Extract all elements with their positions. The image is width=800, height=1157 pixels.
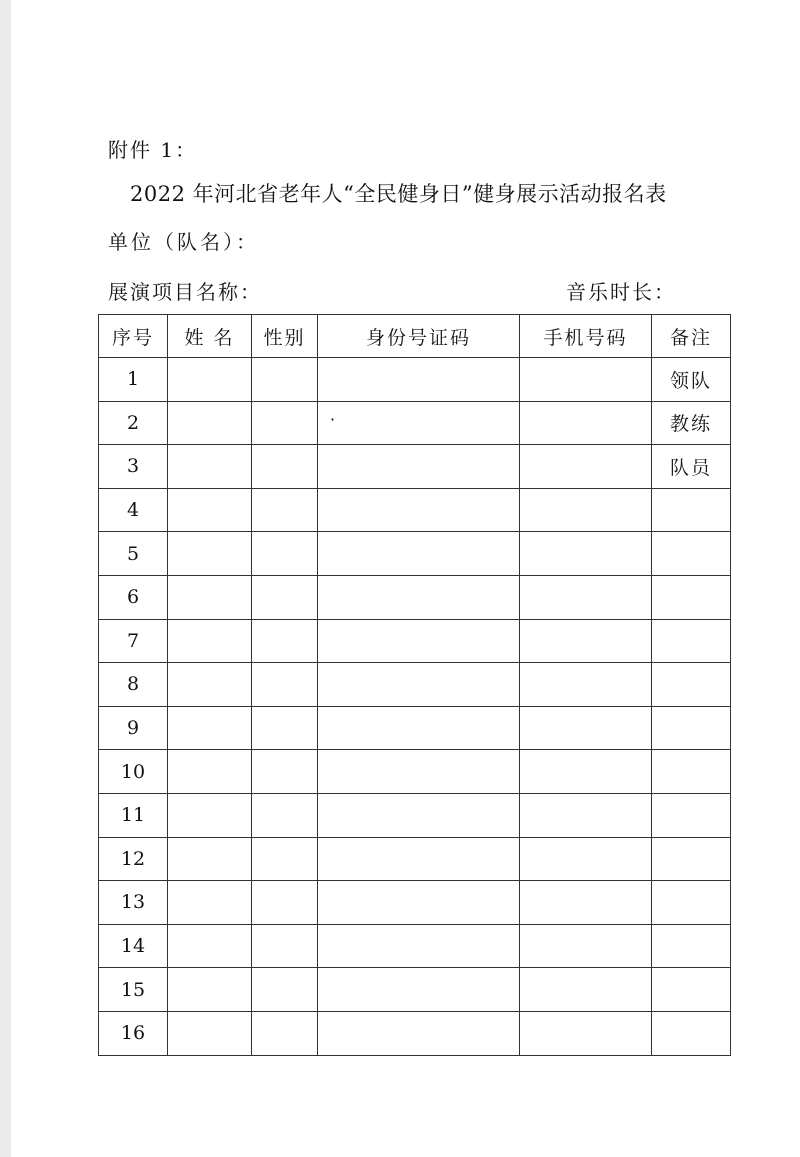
cell-number: 3	[99, 445, 168, 489]
table-row	[99, 401, 731, 445]
cell-remark	[652, 663, 731, 707]
cell-name[interactable]	[168, 837, 252, 881]
cell-gender[interactable]	[252, 750, 318, 794]
unit-label: 单位（队名）：	[108, 230, 259, 254]
table-row	[99, 575, 731, 619]
cell-phone[interactable]	[520, 881, 652, 925]
table-row	[99, 358, 731, 402]
column-header-id-number: 身份号证码	[318, 315, 520, 358]
cell-name[interactable]	[168, 488, 252, 532]
cell-phone[interactable]	[520, 750, 652, 794]
cell-id-number[interactable]	[318, 1011, 520, 1055]
cell-gender[interactable]	[252, 488, 318, 532]
cell-remark	[652, 881, 731, 925]
cell-remark: 教练	[652, 401, 731, 445]
cell-gender[interactable]	[252, 793, 318, 837]
cell-number: 2	[99, 401, 168, 445]
cell-remark	[652, 793, 731, 837]
cell-gender[interactable]	[252, 575, 318, 619]
cell-id-number[interactable]	[318, 358, 520, 402]
cell-phone[interactable]	[520, 663, 652, 707]
cell-gender[interactable]	[252, 445, 318, 489]
cell-remark	[652, 619, 731, 663]
table-row	[99, 881, 731, 925]
cell-id-number[interactable]	[318, 401, 520, 445]
cell-gender[interactable]	[252, 1011, 318, 1055]
cell-gender[interactable]	[252, 532, 318, 576]
column-header-remark: 备注	[652, 315, 731, 358]
page-title: 2022 年河北省老年人“全民健身日”健身展示活动报名表	[130, 182, 667, 206]
cell-name[interactable]	[168, 445, 252, 489]
cell-number: 10	[99, 750, 168, 794]
cell-number: 11	[99, 793, 168, 837]
cell-id-number[interactable]	[318, 488, 520, 532]
cell-number: 14	[99, 924, 168, 968]
cell-phone[interactable]	[520, 358, 652, 402]
cell-id-number[interactable]	[318, 750, 520, 794]
cell-name[interactable]	[168, 358, 252, 402]
cell-name[interactable]	[168, 924, 252, 968]
table-row	[99, 532, 731, 576]
table-row	[99, 924, 731, 968]
cell-phone[interactable]	[520, 619, 652, 663]
cell-phone[interactable]	[520, 575, 652, 619]
cell-number: 16	[99, 1011, 168, 1055]
cell-number: 4	[99, 488, 168, 532]
cell-phone[interactable]	[520, 706, 652, 750]
cell-phone[interactable]	[520, 401, 652, 445]
table-row	[99, 1011, 731, 1055]
cell-gender[interactable]	[252, 706, 318, 750]
table-row	[99, 968, 731, 1012]
cell-id-number[interactable]	[318, 881, 520, 925]
cell-gender[interactable]	[252, 881, 318, 925]
cell-phone[interactable]	[520, 793, 652, 837]
cell-remark	[652, 706, 731, 750]
column-header-phone: 手机号码	[520, 315, 652, 358]
cell-name[interactable]	[168, 750, 252, 794]
cell-remark	[652, 488, 731, 532]
cell-name[interactable]	[168, 401, 252, 445]
cell-number: 9	[99, 706, 168, 750]
cell-phone[interactable]	[520, 924, 652, 968]
cell-id-number[interactable]	[318, 532, 520, 576]
cell-remark	[652, 968, 731, 1012]
cell-number: 13	[99, 881, 168, 925]
table-row	[99, 750, 731, 794]
cell-gender[interactable]	[252, 968, 318, 1012]
cell-phone[interactable]	[520, 1011, 652, 1055]
project-name-label: 展演项目名称：	[108, 280, 262, 304]
cell-id-number[interactable]	[318, 575, 520, 619]
table-row	[99, 793, 731, 837]
cell-name[interactable]	[168, 619, 252, 663]
table-row	[99, 445, 731, 489]
cell-gender[interactable]	[252, 663, 318, 707]
cell-name[interactable]	[168, 663, 252, 707]
table-row	[99, 837, 731, 881]
cell-name[interactable]	[168, 968, 252, 1012]
cell-gender[interactable]	[252, 837, 318, 881]
table-row	[99, 706, 731, 750]
column-header-gender: 性别	[252, 315, 318, 358]
cell-number: 1	[99, 358, 168, 402]
cell-remark	[652, 837, 731, 881]
cell-name[interactable]	[168, 793, 252, 837]
cell-id-number[interactable]	[318, 445, 520, 489]
cell-number: 6	[99, 575, 168, 619]
cell-phone[interactable]	[520, 488, 652, 532]
table-row	[99, 619, 731, 663]
table-header-row	[99, 315, 731, 358]
cell-id-number[interactable]	[318, 924, 520, 968]
cell-remark	[652, 575, 731, 619]
page-margin-shadow	[0, 0, 11, 1157]
stray-mark: ·	[329, 409, 336, 429]
cell-id-number[interactable]	[318, 968, 520, 1012]
cell-number: 7	[99, 619, 168, 663]
cell-number: 15	[99, 968, 168, 1012]
registration-table	[98, 314, 731, 1056]
cell-number: 12	[99, 837, 168, 881]
cell-phone[interactable]	[520, 445, 652, 489]
column-header-name: 姓 名	[168, 315, 252, 358]
attachment-label: 附件 1：	[108, 138, 198, 162]
cell-gender[interactable]	[252, 358, 318, 402]
cell-name[interactable]	[168, 1011, 252, 1055]
cell-remark: 队员	[652, 445, 731, 489]
cell-phone[interactable]	[520, 837, 652, 881]
cell-remark	[652, 924, 731, 968]
cell-remark	[652, 750, 731, 794]
cell-remark	[652, 1011, 731, 1055]
cell-id-number[interactable]	[318, 619, 520, 663]
cell-phone[interactable]	[520, 968, 652, 1012]
cell-name[interactable]	[168, 881, 252, 925]
cell-id-number[interactable]	[318, 663, 520, 707]
cell-phone[interactable]	[520, 532, 652, 576]
cell-gender[interactable]	[252, 401, 318, 445]
cell-number: 5	[99, 532, 168, 576]
column-header-number: 序号	[99, 315, 168, 358]
cell-gender[interactable]	[252, 619, 318, 663]
cell-name[interactable]	[168, 575, 252, 619]
table-row	[99, 488, 731, 532]
cell-remark: 领队	[652, 358, 731, 402]
cell-id-number[interactable]	[318, 793, 520, 837]
music-duration-label: 音乐时长：	[566, 280, 676, 304]
table-row	[99, 663, 731, 707]
cell-gender[interactable]	[252, 924, 318, 968]
cell-id-number[interactable]	[318, 837, 520, 881]
cell-name[interactable]	[168, 706, 252, 750]
cell-id-number[interactable]	[318, 706, 520, 750]
cell-remark	[652, 532, 731, 576]
cell-number: 8	[99, 663, 168, 707]
cell-name[interactable]	[168, 532, 252, 576]
